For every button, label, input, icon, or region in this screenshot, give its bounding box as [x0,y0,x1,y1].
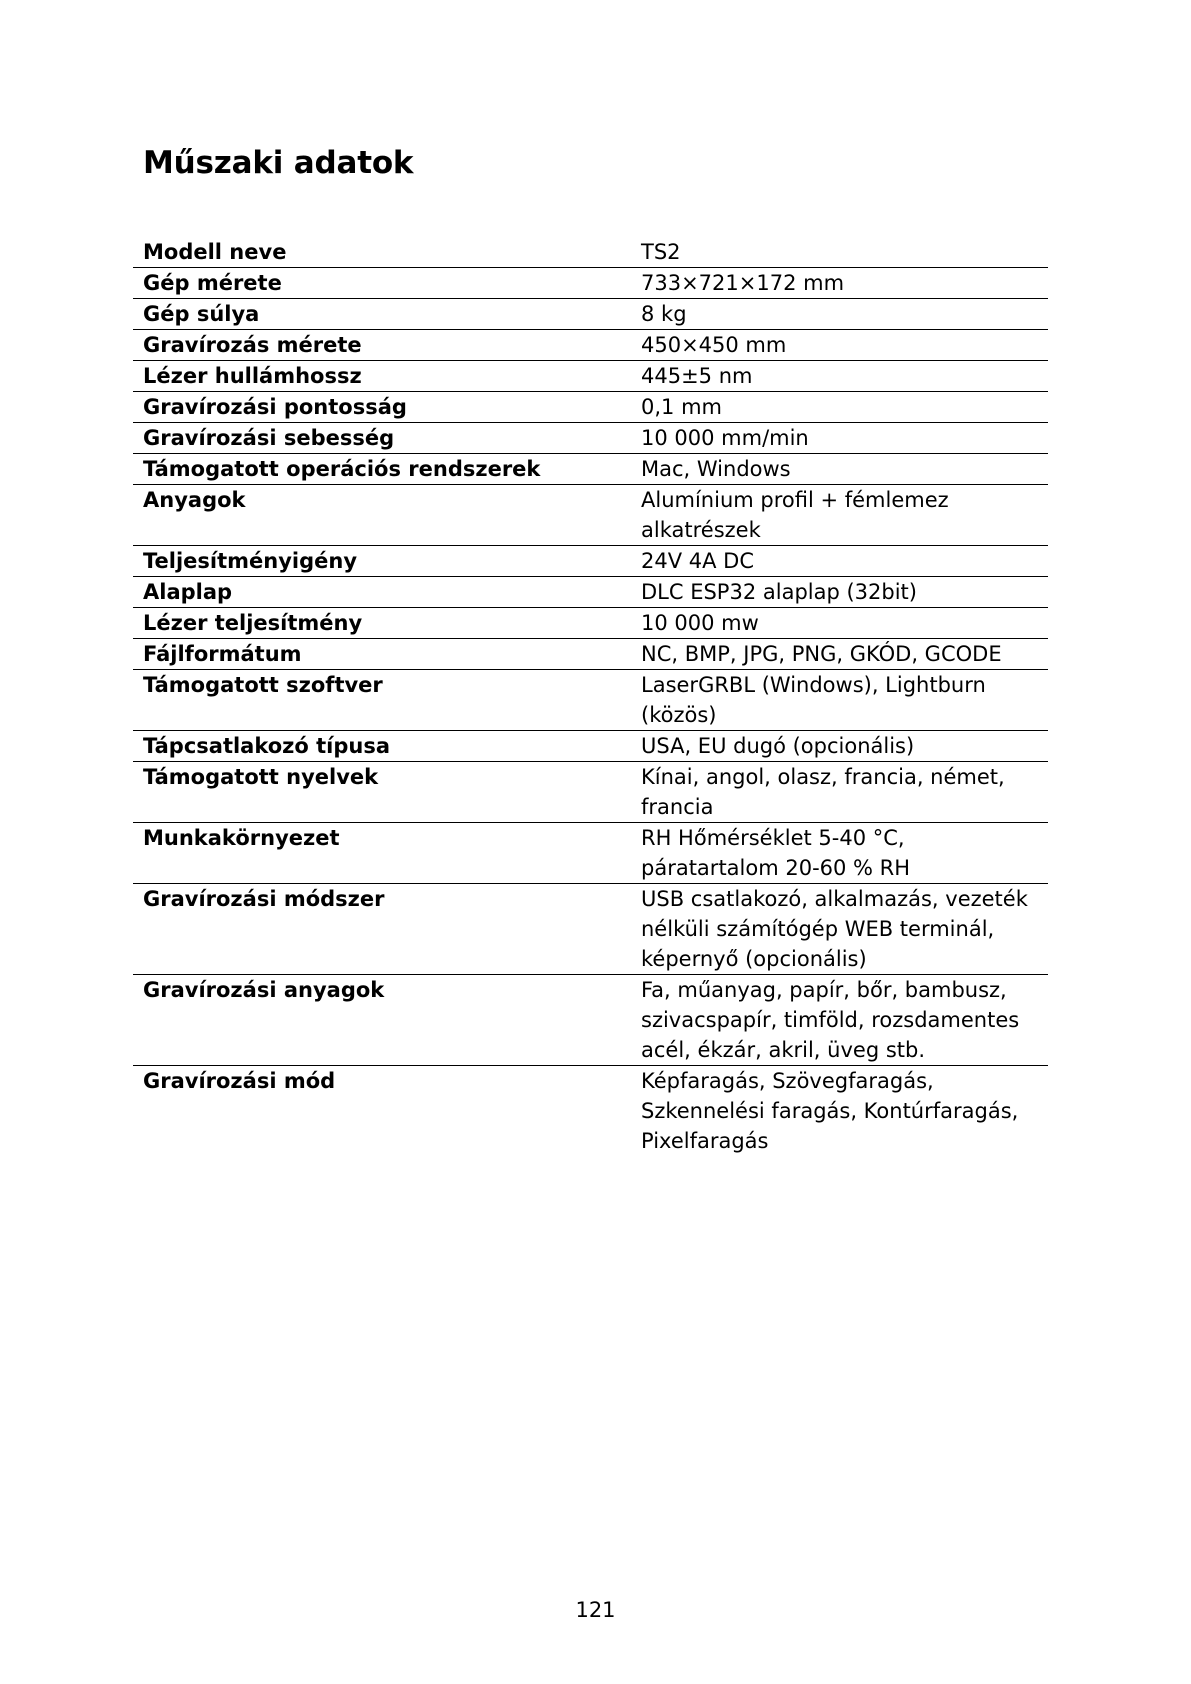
spec-value: Képfaragás, Szövegfaragás, Szkennelési faragás, Kontúrfaragás, Pixelfaragás [641,1069,1019,1153]
spec-value: 733×721×172 mm [641,271,845,295]
spec-value: Fa, műanyag, papír, bőr, bambusz, szivacspapír, timföld, rozsdamentes acél, ékzár, akril, üveg stb. [641,978,1020,1062]
spec-value: 0,1 mm [641,395,722,419]
spec-label: Fájlformátum [143,642,302,666]
spec-value: LaserGRBL (Windows), Lightburn (közös) [641,673,986,727]
spec-row [133,670,1048,731]
spec-value: NC, BMP, JPG, PNG, GKÓD, GCODE [641,642,1002,666]
spec-row [133,639,1048,670]
spec-value: 10 000 mm/min [641,426,809,450]
spec-label: Teljesítményigény [143,549,358,573]
spec-value: Kínai, angol, olasz, francia, német, francia [641,765,1005,819]
spec-label: Munkakörnyezet [143,826,340,850]
spec-label: Alaplap [143,580,233,604]
spec-label: Gravírozási módszer [143,887,385,911]
spec-row [133,608,1048,639]
spec-row [133,731,1048,762]
spec-value: 10 000 mw [641,611,759,635]
spec-label: Gravírozási pontosság [143,395,407,419]
spec-label: Gravírozási mód [143,1069,336,1093]
spec-row [133,546,1048,577]
spec-value: USA, EU dugó (opcionális) [641,734,915,758]
spec-row [133,237,1048,268]
spec-row [133,485,1048,546]
page-number: 121 [575,1598,616,1622]
spec-label: Támogatott nyelvek [143,765,379,789]
spec-label: Lézer teljesítmény [143,611,363,635]
spec-label: Tápcsatlakozó típusa [143,734,391,758]
spec-row [133,454,1048,485]
spec-row [133,423,1048,454]
spec-row [133,762,1048,823]
spec-label: Támogatott operációs rendszerek [143,457,541,481]
spec-row [133,330,1048,361]
spec-label: Anyagok [143,488,246,512]
spec-value: 24V 4A DC [641,549,754,573]
spec-value: USB csatlakozó, alkalmazás, vezeték nélküli számítógép WEB terminál, képernyő (opcionális) [641,887,1028,971]
spec-value: 8 kg [641,302,687,326]
spec-value: Alumínium profil + fémlemez alkatrészek [641,488,949,542]
specifications-table-body [133,237,1048,1156]
spec-row [133,361,1048,392]
spec-label: Gép súlya [143,302,260,326]
spec-label: Támogatott szoftver [143,673,383,697]
spec-label: Gravírozás mérete [143,333,362,357]
spec-value: 450×450 mm [641,333,787,357]
spec-value: DLC ESP32 alaplap (32bit) [641,580,917,604]
spec-label: Modell neve [143,240,287,264]
spec-row [133,823,1048,884]
specifications-table [133,237,1048,1156]
spec-row [133,1066,1048,1157]
spec-row [133,299,1048,330]
spec-value: RH Hőmérséklet 5-40 °C, páratartalom 20-60 % RH [641,826,911,880]
page-title: Műszaki adatok [143,145,414,181]
spec-row [133,975,1048,1066]
spec-label: Lézer hullámhossz [143,364,362,388]
spec-row [133,577,1048,608]
spec-value: TS2 [641,240,681,264]
spec-row [133,884,1048,975]
spec-row [133,268,1048,299]
spec-label: Gép mérete [143,271,282,295]
spec-value: 445±5 nm [641,364,753,388]
spec-label: Gravírozási anyagok [143,978,385,1002]
spec-row [133,392,1048,423]
spec-value: Mac, Windows [641,457,791,481]
spec-label: Gravírozási sebesség [143,426,395,450]
